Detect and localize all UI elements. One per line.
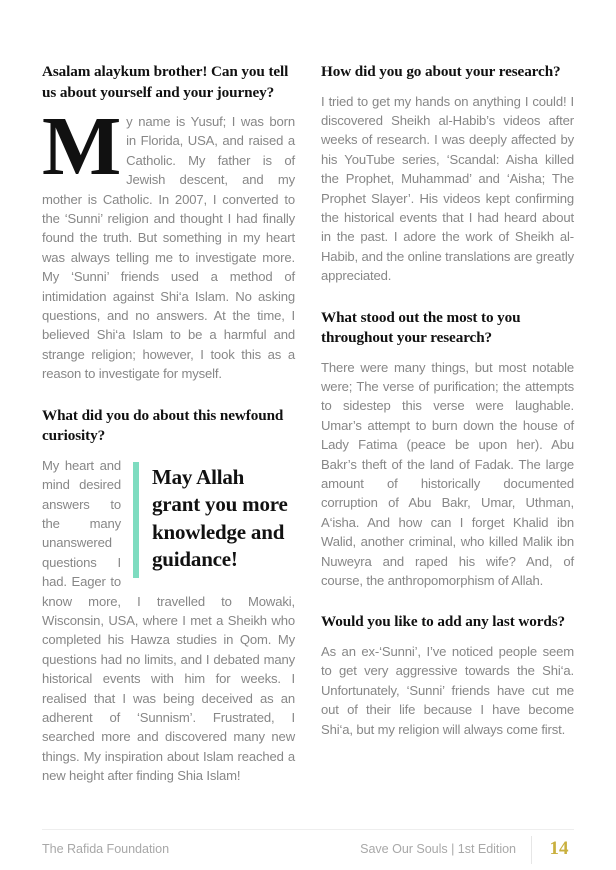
page-footer (42, 838, 574, 866)
answer-paragraph-1-text: y name is Yusuf; I was born in Florida, USA, and raised a Catholic. My father is of Jewish descent, and my mother is Catholic. In 2007, I converted to the ‘Sunni’ religion and thought I had finally found the truth. But something in my heart was always telling me to investigate more. My ‘Sunni’ friends used a method of intimidation against Shi‘a Islam. No asking questions, and no answers. At the time, I believed Shi‘a Islam to be a harmful and strange religion; however, I took this as a reason to investigate for myself. (42, 114, 295, 382)
footer-publication-info: Save Our Souls | 1st Edition (360, 842, 516, 856)
pull-quote (133, 462, 295, 578)
pull-quote-text: May Allah grant you more knowledge and guidance! (152, 464, 288, 572)
answer-paragraph-3: I tried to get my hands on anything I could! I discovered Sheikh al-Habib’s videos after weeks of research. I was deeply affected by his YouTube series, ‘Scandal: Aisha killed the Prophet, Muhammad’ and ‘Aisha; The Prophet Slayer’. His videos kept confirming the historical events that I had heard about in the past. I adore the work of Sheikh al-Habib, and the online translations are greatly appreciated. (321, 93, 574, 284)
footer-vertical-divider (531, 836, 532, 864)
question-heading-1: Asalam alaykum brother! Can you tell us about yourself and your journey? (42, 63, 289, 101)
drop-cap-letter: M (42, 100, 122, 193)
footer-divider-rule (42, 829, 574, 830)
answer-paragraph-5: As an ex-‘Sunni’, I’ve noticed people seem to get very aggressive towards the Shi‘a. Unfortunately, ‘Sunni’ friends have cut me out of their life because I have become Shi‘a, but my religion will always come first. (321, 643, 574, 737)
question-heading-3: How did you go about your research? (321, 63, 561, 80)
right-column (321, 62, 574, 814)
question-heading-4: What stood out the most to you throughout your research? (321, 308, 521, 347)
answer-paragraph-1 (42, 100, 295, 384)
question-heading-5: Would you like to add any last words? (321, 613, 566, 631)
page-number: 14 (549, 838, 569, 859)
answer-paragraph-4: There were many things, but most notable were; The verse of purification; the attempts to sidestep this verse were laughable. Umar’s attempt to burn down the house of Lady Fatima (peace be upon her). Abu Bakr’s theft of the land of Fadak. The large amount of historically documented corruption of Abu Bakr, Umar, Uthman, A‘isha. And how can I forget Khalid ibn Walid, another criminal, who killed Malik ibn Nuweyra and raped his wife? And, of course, the anthropomorphism of Allah. (321, 359, 574, 589)
footer-organization-name: The Rafida Foundation (42, 842, 170, 856)
two-column-layout (42, 62, 574, 814)
question-heading-2: What did you do about this newfound curiosity? (42, 406, 284, 445)
answer-paragraph-2: My heart and mind desired answers to the many unanswered questions I had. Eager to know more, I travelled to Mowaki, Wisconsin, USA, where I met a Sheikh who completed his Hawza studies in Qom. My questions had no limits, and I debated many historical events with him for weeks. I realised that I was being deceived as an adherent of ‘Sunnism’. Frustrated, I searched more and discovered many new things. My inspiration about Islam reached a new height after finding Shia Islam! (42, 457, 295, 784)
left-column (42, 62, 295, 814)
